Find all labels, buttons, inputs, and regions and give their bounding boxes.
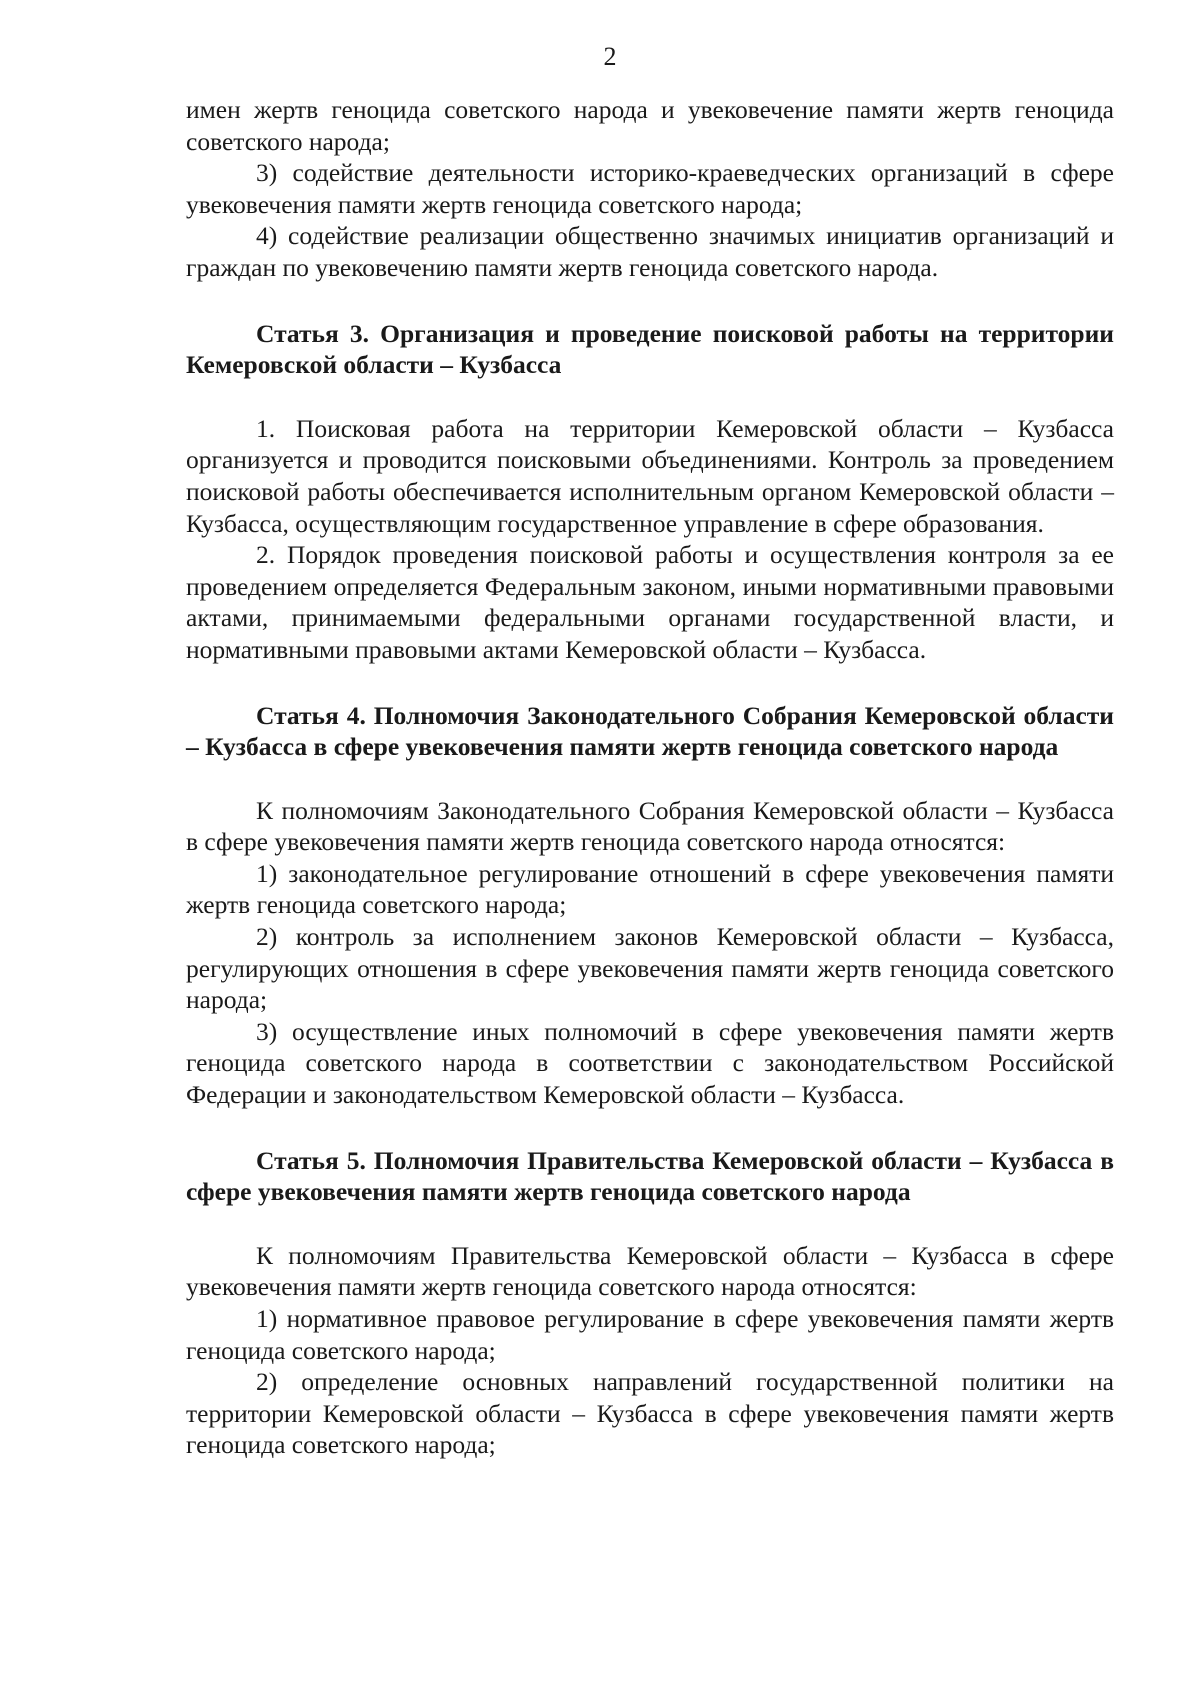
article-4-item-3: 3) осуществление иных полномочий в сфере увековечения памяти жертв геноцида советского народа в соответствии с законодательством Российской Федерации и законодательством Кемеровской области – Кузбасса.: [186, 1016, 1114, 1110]
article-4-intro: К полномочиям Законодательного Собрания Кемеровской области – Кузбасса в сфере увековечения памяти жертв геноцида советского народа относятся:: [186, 795, 1114, 857]
list-item-4: 4) содействие реализации общественно значимых инициатив организаций и граждан по увековечению памяти жертв геноцида советского народа.: [186, 221, 1114, 282]
article-5-intro: К полномочиям Правительства Кемеровской области – Кузбасса в сфере увековечения памяти жертв геноцида советского народа относятся:: [186, 1240, 1114, 1302]
document-body: [186, 94, 1114, 1461]
article-3-paragraph-1: 1. Поисковая работа на территории Кемеровской области – Кузбасса организуется и проводится поисковыми объединениями. Контроль за проведением поисковой работы обеспечивается исполнительным органом Кемеровской области – Кузбасса, осуществляющим государственное управление в сфере образования.: [186, 413, 1114, 538]
paragraph-continuation: имен жертв геноцида советского народа и увековечение памяти жертв геноцида советского народа;: [186, 95, 1114, 156]
article-4-item-1: 1) законодательное регулирование отношений в сфере увековечения памяти жертв геноцида советского народа;: [186, 858, 1114, 920]
article-3-paragraph-2: 2. Порядок проведения поисковой работы и осуществления контроля за ее проведением определяется Федеральным законом, иными нормативными правовыми актами, принимаемыми федеральными органами государственной власти, и нормативными правовыми актами Кемеровской области – Кузбасса.: [186, 540, 1114, 664]
article-5-item-1: 1) нормативное правовое регулирование в сфере увековечения памяти жертв геноцида советского народа;: [186, 1304, 1114, 1365]
article-3-heading: Статья 3. Организация и проведение поисковой работы на территории Кемеровской области – Кузбасса: [186, 318, 1114, 380]
page-number: 2: [603, 42, 617, 71]
article-5-item-2: 2) определение основных направлений государственной политики на территории Кемеровской области – Кузбасса в сфере увековечения памяти жертв геноцида советского народа;: [186, 1367, 1114, 1460]
article-4-item-2: 2) контроль за исполнением законов Кемеровской области – Кузбасса, регулирующих отношения в сфере увековечения памяти жертв геноцида советского народа;: [186, 922, 1114, 1015]
article-4-heading: Статья 4. Полномочия Законодательного Собрания Кемеровской области – Кузбасса в сфере увековечения памяти жертв геноцида советского народа: [186, 700, 1114, 762]
list-item-3: 3) содействие деятельности историко-краеведческих организаций в сфере увековечения памяти жертв геноцида советского народа;: [186, 158, 1114, 219]
article-5-heading: Статья 5. Полномочия Правительства Кемеровской области – Кузбасса в сфере увековечения памяти жертв геноцида советского народа: [186, 1145, 1114, 1207]
